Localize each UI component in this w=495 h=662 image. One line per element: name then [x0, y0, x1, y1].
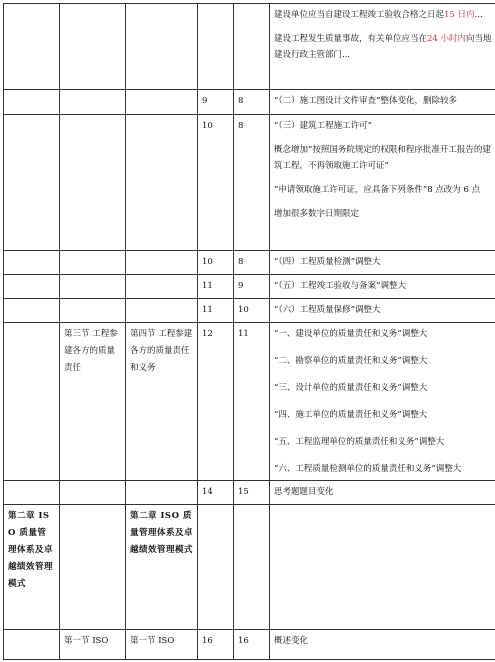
new-section-cell — [126, 4, 198, 90]
table-row — [4, 630, 495, 660]
list-item: “四、施工单位的质量责任和义务”调整大 — [274, 410, 428, 420]
change-description-cell — [270, 4, 495, 90]
description-paragraph: 增加很多数字日期限定 — [274, 209, 360, 219]
new-page-number: 9 — [234, 275, 270, 299]
new-page-number: 8 — [234, 251, 270, 275]
table-row — [4, 481, 495, 505]
new-section-title: 第四节 工程参建各方的质量责任和义务 — [126, 323, 198, 481]
description-paragraph: 概念增加“按照国务院规定的权限和程序批准开工报告的建筑工程，不再领取施工许可证” — [274, 145, 491, 171]
old-chapter-cell — [4, 4, 60, 90]
description-paragraph: “（三）建筑工程施工许可” — [274, 121, 372, 131]
change-description: “（六）工程质量保修”调整大 — [270, 299, 495, 323]
change-description-cell — [270, 323, 495, 481]
table-row — [4, 275, 495, 299]
old-page-number: 10 — [198, 251, 234, 275]
list-item: “一、建设单位的质量责任和义务”调整大 — [274, 329, 428, 339]
list-item: “六、工程质量检测单位的质量责任和义务”调整大 — [274, 464, 462, 474]
old-page-number: 9 — [198, 90, 234, 115]
comparison-table — [3, 3, 495, 660]
description-paragraph: 建设工程发生质量事故，有关单位应当在24 小时内向当地建设行政主管部门... — [274, 34, 492, 60]
old-page-number: 10 — [198, 115, 234, 251]
old-page-number: 14 — [198, 481, 234, 505]
deadline-highlight: 24 小时内 — [427, 34, 467, 44]
table-row — [4, 90, 495, 115]
new-page-number: 15 — [234, 481, 270, 505]
new-chapter-title: 第二章 ISO 质量管理体系及卓越绩效管理模式 — [126, 505, 198, 630]
old-page-number: 16 — [198, 630, 234, 660]
old-section-cell — [60, 4, 126, 90]
description-paragraph: “申请领取施工许可证，应具备下列条件”8 点改为 6 点 — [274, 185, 481, 195]
list-item: “三、设计单位的质量责任和义务”调整大 — [274, 383, 428, 393]
change-description: 思考题题目变化 — [270, 481, 495, 505]
old-section-title: 第三节 工程参建各方的质量责任 — [60, 323, 126, 481]
new-page-number: 16 — [234, 630, 270, 660]
new-page-number: 10 — [234, 299, 270, 323]
old-page-cell — [198, 4, 234, 90]
new-section-title: 第一节 ISO — [126, 630, 198, 660]
old-chapter-title: 第二章 ISO 质量管理体系及卓越绩效管理模式 — [4, 505, 60, 630]
old-page-number: 12 — [198, 323, 234, 481]
table-row — [4, 505, 495, 630]
deadline-highlight: 15 日内 — [444, 10, 475, 20]
change-description: “（二）施工图设计文件审查”整体变化，删除较多 — [270, 90, 495, 115]
new-page-cell — [234, 4, 270, 90]
change-description: “（五）工程竣工验收与备案”调整大 — [270, 275, 495, 299]
change-description: “（四）工程质量检测”调整大 — [270, 251, 495, 275]
old-section-title: 第一节 ISO — [60, 630, 126, 660]
table-row — [4, 299, 495, 323]
table-row — [4, 251, 495, 275]
list-item: “五、工程监理单位的质量责任和义务”调整大 — [274, 437, 445, 447]
description-paragraph: 建设单位应当自建设工程竣工验收合格之日起15 日内... — [274, 10, 483, 20]
new-page-number: 8 — [234, 90, 270, 115]
table-row — [4, 4, 495, 90]
list-item: “二、勘察单位的质量责任和义务”调整大 — [274, 356, 428, 366]
table-row — [4, 323, 495, 481]
old-page-number: 11 — [198, 275, 234, 299]
new-page-number: 8 — [234, 115, 270, 251]
change-description-cell — [270, 115, 495, 251]
old-page-number: 11 — [198, 299, 234, 323]
change-description: 概述变化 — [270, 630, 495, 660]
table-row — [4, 115, 495, 251]
new-page-number: 11 — [234, 323, 270, 481]
